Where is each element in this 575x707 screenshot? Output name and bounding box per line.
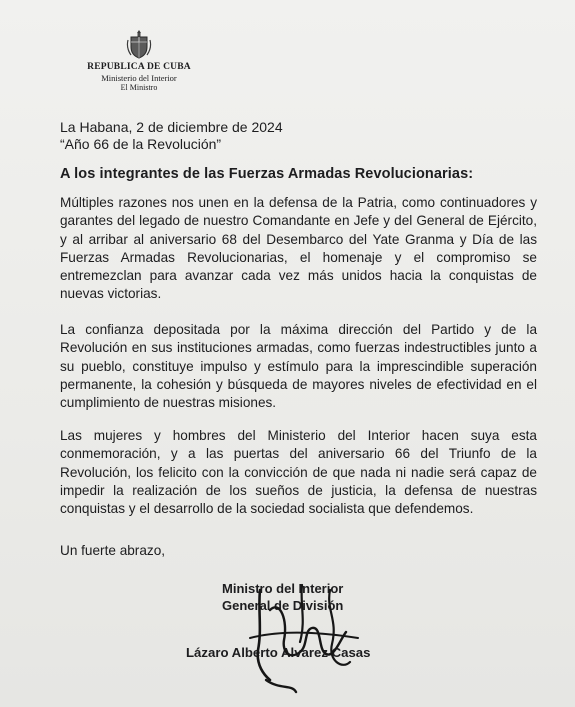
signer-name: Lázaro Alberto Alvarez Casas <box>186 645 371 660</box>
body-paragraph: La confianza depositada por la máxima dirección del Partido y de la Revolución en sus instituciones armadas, como fuerzas indestructibles junto a su pueblo, constituye impulso y estímulo para la imprescindible superación permanente, la cohesión y búsqueda de mayores niveles de efectividad en el cumplimiento de nuestras misiones. <box>60 322 537 411</box>
letterhead <box>80 28 198 93</box>
letterhead-ministry: Ministerio del Interior <box>101 73 177 83</box>
letterhead-country: REPUBLICA DE CUBA <box>87 62 191 72</box>
dateline <box>60 119 283 153</box>
salutation: A los integrantes de las Fuerzas Armadas Revolucionarias: <box>60 166 474 182</box>
body-paragraph: Las mujeres y hombres del Ministerio del Interior hacen suya esta conmemoración, y a las puertas del aniversario 66 del Triunfo de la Revolución, los felicito con la convicción de que nada ni nadie será capaz de impedir la realización de los sueños de justicia, la defensa de nuestras conquistas y el desarrollo de la sociedad socialista que defendemos. <box>60 428 537 517</box>
place-date: La Habana, 2 de diciembre de 2024 <box>60 119 283 135</box>
body-paragraph: Múltiples razones nos unen en la defensa de la Patria, como continuadores y garantes del legado de nuestro Comandante en Jefe y del General de Ejército, y al arribar al aniversario 68 del Desembarco del Yate Granma y Día de las Fuerzas Armadas Revolucionarias, el homenaje y el compromiso se entremezclan para avanzar cada vez más unidos hacia la conquistas de nuevas victorias. <box>60 195 537 302</box>
closing-line: Un fuerte abrazo, <box>60 543 166 558</box>
letterhead-office: El Ministro <box>120 83 158 92</box>
signer-title: Ministro del Interior <box>222 581 344 596</box>
signer-rank: General de División <box>222 598 344 613</box>
signature-block <box>222 580 343 614</box>
year-motto: “Año 66 de la Revolución” <box>60 136 222 152</box>
coat-of-arms-icon <box>126 28 152 60</box>
